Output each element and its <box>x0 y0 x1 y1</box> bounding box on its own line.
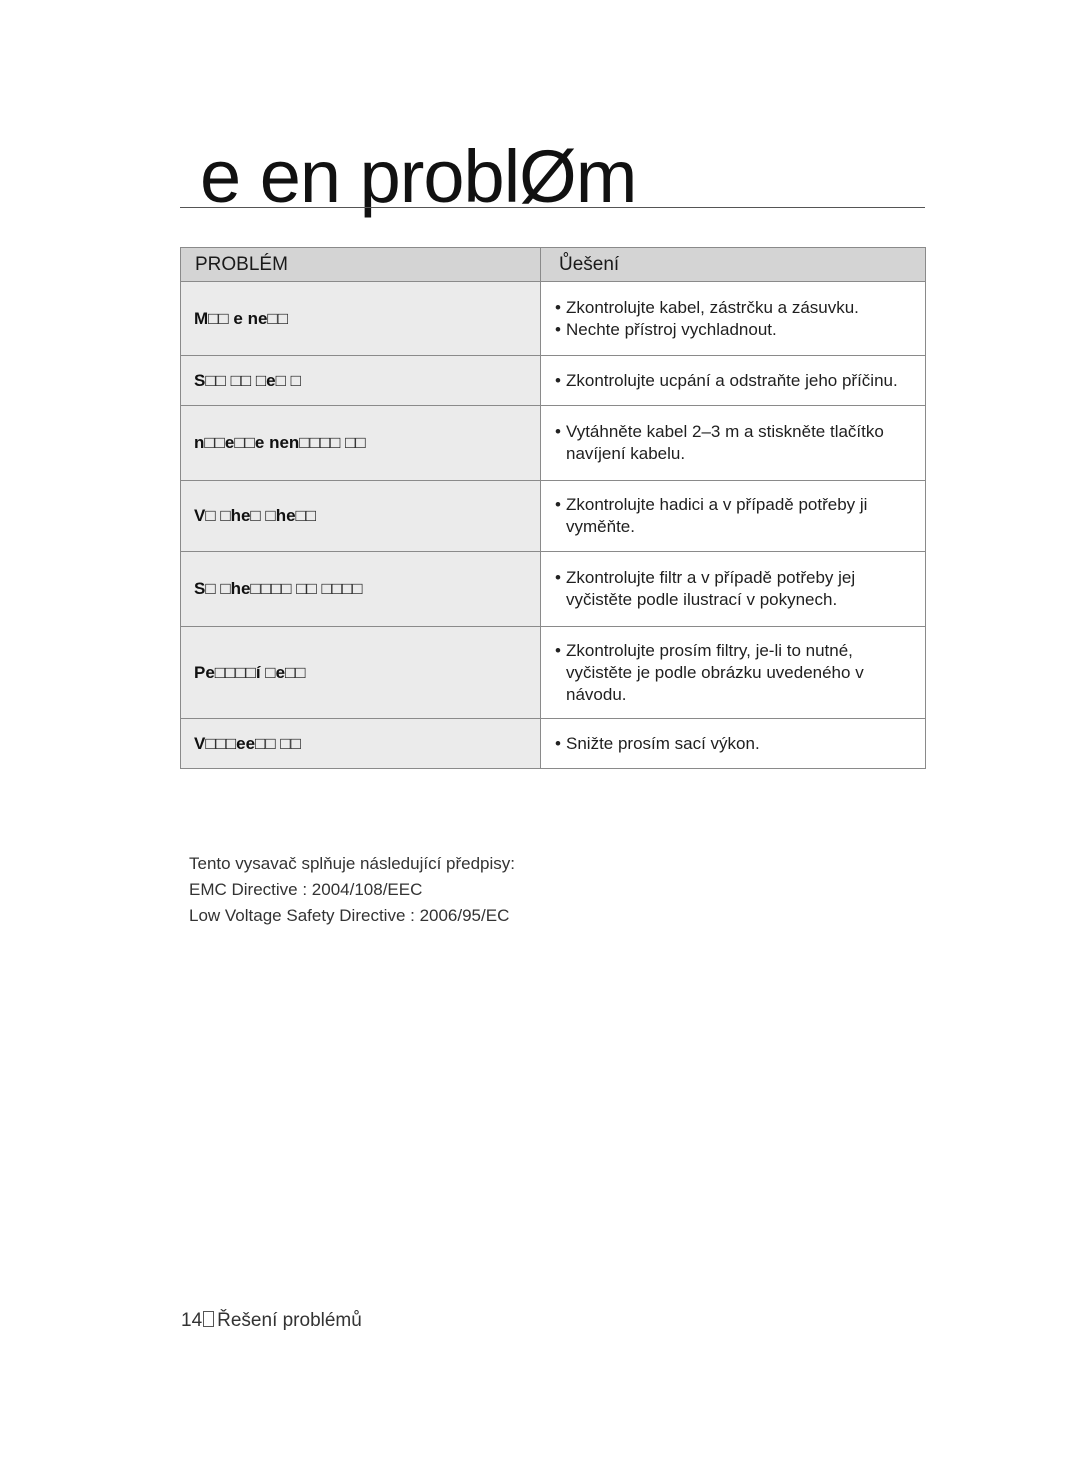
table-row <box>181 356 926 406</box>
solution-cell <box>541 627 926 719</box>
problem-cell: n□□e□□e nen□□□□ □□ <box>181 406 541 481</box>
page-title: e en problØm <box>200 135 637 218</box>
problem-cell: V□ □he□ □he□□ <box>181 481 541 552</box>
problem-cell: M□□ e ne□□ <box>181 282 541 356</box>
footer-section-title: Řešení problémů <box>217 1310 362 1331</box>
title-divider <box>180 207 925 208</box>
page-footer <box>181 1310 362 1332</box>
problem-cell: S□□ □□ □e□ □ <box>181 356 541 406</box>
solution-item: • Snižte prosím sací výkon. <box>555 733 915 755</box>
solution-cell <box>541 282 926 356</box>
compliance-line: Tento vysavač splňuje následující předpisy: <box>189 854 516 873</box>
page-number: 14 <box>181 1310 203 1331</box>
table-row <box>181 282 926 356</box>
table-row <box>181 552 926 627</box>
column-header-problem: PROBLÉM <box>181 248 541 282</box>
solution-item: • Zkontrolujte hadici a v případě potřeby ji vyměňte. <box>555 494 915 538</box>
table-row <box>181 406 926 481</box>
table-row <box>181 627 926 719</box>
solution-item: • Vytáhněte kabel 2–3 m a stiskněte tlačítko navíjení kabelu. <box>555 421 915 465</box>
solution-cell <box>541 481 926 552</box>
solution-cell <box>541 552 926 627</box>
solution-item: • Zkontrolujte filtr a v případě potřeby jej vyčistěte podle ilustrací v pokynech. <box>555 567 915 611</box>
solution-item: • Zkontrolujte ucpání a odstraňte jeho příčinu. <box>555 370 915 392</box>
compliance-line: EMC Directive : 2004/108/EEC <box>189 880 423 899</box>
problem-cell: V□□□ee□□ □□ <box>181 719 541 769</box>
problem-cell: S□ □he□□□□ □□ □□□□ <box>181 552 541 627</box>
solution-cell <box>541 406 926 481</box>
troubleshooting-table <box>180 247 926 769</box>
solution-cell <box>541 356 926 406</box>
compliance-statement <box>189 851 515 929</box>
compliance-line: Low Voltage Safety Directive : 2006/95/EC <box>189 906 510 925</box>
table-row <box>181 719 926 769</box>
solution-item: • Nechte přístroj vychladnout. <box>555 319 915 341</box>
solution-item: • Zkontrolujte prosím filtry, je-li to nutné, vyčistěte je podle obrázku uvedeného v návodu. <box>555 640 915 706</box>
solution-item: • Zkontrolujte kabel, zástrčku a zásuvku. <box>555 297 915 319</box>
problem-cell: Pe□□□□í □e□□ <box>181 627 541 719</box>
column-header-solution: Ůešení <box>541 248 926 282</box>
solution-cell <box>541 719 926 769</box>
table-header-row <box>181 248 926 282</box>
separator-box-icon <box>203 1311 214 1327</box>
table-row <box>181 481 926 552</box>
